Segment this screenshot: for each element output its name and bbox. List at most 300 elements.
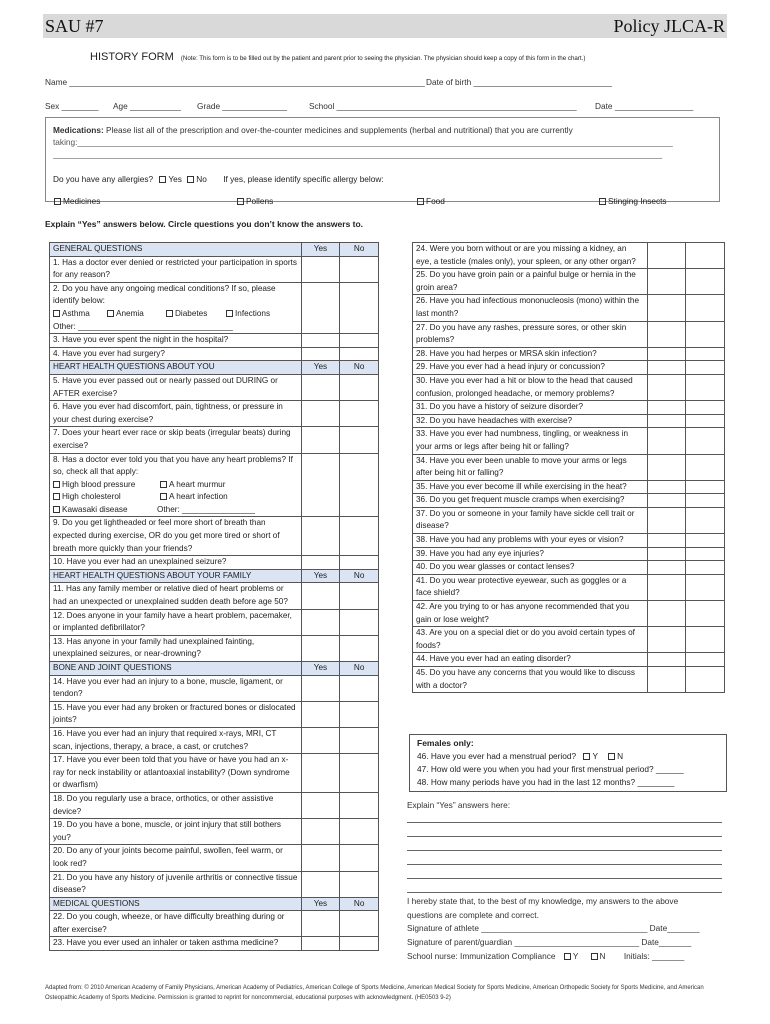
section-general — [50, 243, 379, 257]
grade-field[interactable]: Grade ______________ — [197, 101, 287, 111]
checkbox-icon[interactable] — [599, 198, 606, 205]
question-row — [50, 727, 379, 753]
question-48[interactable]: 48. How many periods have you had in the last 12 months? ________ — [417, 777, 675, 787]
explain-heading: Explain “Yes” answers below. Circle questions you don’t know the answers to. — [45, 219, 364, 229]
section-heart — [50, 361, 379, 375]
answer-line[interactable] — [407, 822, 722, 823]
question-17: 17. Have you ever been told that you have or have you had an x-ray for neck instability or atlantoaxial instability? (Down syndrome or dwarfism) — [50, 754, 302, 793]
question-13: 13. Has anyone in your family had unexplained fainting, unexplained seizures, or near-drowning? — [50, 635, 302, 661]
option-label: High cholesterol — [62, 492, 121, 502]
checkbox-icon[interactable] — [160, 493, 167, 500]
question-39: 39. Have you had any eye injuries? — [413, 547, 648, 561]
question-row — [413, 454, 725, 480]
question-row — [50, 792, 379, 818]
question-row — [50, 635, 379, 661]
question-9: 9. Do you get lightheaded or feel more short of breath than expected during exercise, OR do you get more tired or short of breath more quickly than your friends? — [50, 517, 302, 556]
allergy-option-food[interactable] — [417, 196, 445, 206]
condition-anemia[interactable] — [107, 308, 166, 321]
yes-header: Yes — [301, 662, 340, 676]
statement-line-2: questions are complete and correct. — [407, 910, 539, 920]
no-cell[interactable] — [340, 701, 379, 727]
question-38: 38. Have you had any problems with your eyes or vision? — [413, 534, 648, 548]
no-header: No — [340, 897, 379, 911]
question-row — [50, 937, 379, 951]
question-row — [50, 609, 379, 635]
form-title-main: HISTORY FORM — [90, 51, 174, 63]
yes-cell[interactable] — [647, 494, 686, 508]
no-cell[interactable] — [686, 361, 725, 375]
allergy-option-pollens[interactable] — [237, 196, 273, 206]
question-37: 37. Do you or someone in your family have sickle cell trait or disease? — [413, 507, 648, 533]
yes-cell[interactable] — [301, 871, 340, 897]
answer-line[interactable] — [407, 892, 722, 893]
question-row — [413, 269, 725, 295]
allergy-option-medicines[interactable] — [54, 196, 100, 206]
checkbox-icon[interactable] — [53, 506, 60, 513]
answer-line[interactable] — [407, 850, 722, 851]
question-row — [50, 427, 379, 453]
yes-cell[interactable] — [647, 321, 686, 347]
yes-cell[interactable] — [301, 282, 340, 333]
condition-diabetes[interactable] — [166, 308, 226, 321]
dob-field[interactable]: Date of birth ______________________________ — [426, 77, 612, 87]
question-row — [50, 556, 379, 570]
sex-field[interactable]: Sex ________ — [45, 101, 99, 111]
yes-header: Yes — [301, 361, 340, 375]
question-row — [413, 243, 725, 269]
no-cell[interactable] — [686, 374, 725, 400]
allergy-no-checkbox[interactable] — [187, 176, 194, 183]
medications-label: Medications: — [53, 125, 104, 135]
no-cell[interactable] — [340, 845, 379, 871]
question-row — [413, 480, 725, 494]
school-nurse-row — [407, 951, 684, 961]
yes-cell[interactable] — [301, 911, 340, 937]
no-cell[interactable] — [686, 601, 725, 627]
no-cell[interactable] — [686, 667, 725, 693]
answer-line[interactable] — [407, 878, 722, 879]
yes-cell[interactable] — [301, 256, 340, 282]
no-cell[interactable] — [686, 401, 725, 415]
question-5: 5. Have you ever passed out or nearly passed out DURING or AFTER exercise? — [50, 374, 302, 400]
question-8-text: 8. Has a doctor ever told you that you have any heart problems? If so, check all that apply: — [53, 454, 293, 477]
question-23: 23. Have you ever used an inhaler or taken asthma medicine? — [50, 937, 302, 951]
allergy-option-label: Medicines — [63, 196, 101, 206]
question-28: 28. Have you had herpes or MRSA skin infection? — [413, 347, 648, 361]
yes-cell[interactable] — [647, 428, 686, 454]
question-21: 21. Do you have any history of juvenile arthritis or connective tissue disease? — [50, 871, 302, 897]
no-cell[interactable] — [340, 635, 379, 661]
question-row — [413, 574, 725, 600]
no-cell[interactable] — [686, 321, 725, 347]
question-36: 36. Do you get frequent muscle cramps when exercising? — [413, 494, 648, 508]
section-title: BONE AND JOINT QUESTIONS — [50, 662, 302, 676]
checkbox-icon[interactable] — [107, 310, 114, 317]
yes-cell[interactable] — [301, 727, 340, 753]
section-medical — [50, 897, 379, 911]
question-row — [50, 911, 379, 937]
yes-cell[interactable] — [301, 819, 340, 845]
answer-line[interactable] — [407, 864, 722, 865]
no-cell[interactable] — [686, 534, 725, 548]
question-row — [50, 583, 379, 609]
question-1: 1. Has a doctor ever denied or restricted your participation in sports for any reason? — [50, 256, 302, 282]
date-field[interactable]: Date _________________ — [595, 101, 694, 111]
yes-cell[interactable] — [647, 269, 686, 295]
no-cell[interactable] — [340, 556, 379, 570]
no-cell[interactable] — [686, 480, 725, 494]
question-47[interactable]: 47. How old were you when you had your first menstrual period? ______ — [417, 764, 684, 774]
section-bone — [50, 662, 379, 676]
checkbox-icon[interactable] — [53, 481, 60, 488]
allergy-option-label: Pollens — [246, 196, 274, 206]
question-row — [413, 507, 725, 533]
parent-signature-field[interactable]: Signature of parent/guardian ___________________________ Date_______ — [407, 937, 692, 947]
answer-line[interactable] — [407, 836, 722, 837]
question-41: 41. Do you wear protective eyewear, such as goggles or a face shield? — [413, 574, 648, 600]
medications-box — [45, 117, 720, 206]
explain-answers-label: Explain “Yes” answers here: — [407, 800, 510, 810]
checkbox-icon[interactable] — [53, 310, 60, 317]
yes-cell[interactable] — [301, 635, 340, 661]
immunization-no-label: N — [599, 951, 606, 961]
no-cell[interactable] — [340, 334, 379, 348]
yes-cell[interactable] — [301, 792, 340, 818]
yes-cell[interactable] — [647, 653, 686, 667]
no-cell[interactable] — [340, 911, 379, 937]
checkbox-icon[interactable] — [160, 481, 167, 488]
q46-yes-label: Y — [592, 751, 598, 761]
no-cell[interactable] — [340, 256, 379, 282]
yes-cell[interactable] — [647, 243, 686, 269]
heart-option-kawasaki[interactable] — [53, 504, 157, 517]
question-40: 40. Do you wear glasses or contact lenses? — [413, 561, 648, 575]
no-cell[interactable] — [686, 454, 725, 480]
yes-cell[interactable] — [301, 401, 340, 427]
question-4: 4. Have you ever had surgery? — [50, 347, 302, 361]
yes-cell[interactable] — [301, 845, 340, 871]
question-2-text: 2. Do you have any ongoing medical conditions? If so, please identify below: — [53, 283, 276, 306]
athlete-signature-field[interactable]: Signature of athlete ____________________________________ Date_______ — [407, 923, 700, 933]
header-sau: SAU #7 — [45, 16, 104, 36]
option-label: Kawasaki disease — [62, 504, 128, 514]
questions-table-left — [49, 242, 379, 951]
no-cell[interactable] — [340, 453, 379, 517]
question-row — [50, 453, 379, 517]
no-cell[interactable] — [340, 675, 379, 701]
question-row — [413, 494, 725, 508]
yes-cell[interactable] — [301, 334, 340, 348]
no-cell[interactable] — [686, 428, 725, 454]
no-cell[interactable] — [340, 937, 379, 951]
question-46 — [417, 751, 623, 761]
question-42: 42. Are you trying to or has anyone recommended that you gain or lose weight? — [413, 601, 648, 627]
question-row — [50, 517, 379, 556]
no-cell[interactable] — [686, 414, 725, 428]
question-19: 19. Do you have a bone, muscle, or joint injury that still bothers you? — [50, 819, 302, 845]
yes-cell[interactable] — [647, 507, 686, 533]
question-18: 18. Do you regularly use a brace, orthotics, or other assistive device? — [50, 792, 302, 818]
school-nurse-label: School nurse: Immunization Compliance — [407, 951, 556, 961]
section-title: MEDICAL QUESTIONS — [50, 897, 302, 911]
yes-cell[interactable] — [647, 361, 686, 375]
no-cell[interactable] — [686, 653, 725, 667]
question-row — [50, 675, 379, 701]
q46-yes-checkbox[interactable] — [583, 753, 590, 760]
question-7: 7. Does your heart ever race or skip beats (irregular beats) during exercise? — [50, 427, 302, 453]
yes-cell[interactable] — [647, 374, 686, 400]
checkbox-icon[interactable] — [166, 310, 173, 317]
q46-no-checkbox[interactable] — [608, 753, 615, 760]
no-cell[interactable] — [340, 427, 379, 453]
question-row — [50, 347, 379, 361]
question-row — [413, 428, 725, 454]
question-row — [413, 321, 725, 347]
question-row — [50, 701, 379, 727]
females-only-box — [409, 734, 727, 792]
header-bar — [43, 14, 727, 38]
statement-line-1: I hereby state that, to the best of my knowledge, my answers to the above — [407, 896, 679, 906]
question-22: 22. Do you cough, wheeze, or have difficulty breathing during or after exercise? — [50, 911, 302, 937]
condition-asthma[interactable] — [53, 308, 107, 321]
no-header: No — [340, 662, 379, 676]
yes-header: Yes — [301, 569, 340, 583]
question-15: 15. Have you ever had any broken or fractured bones or dislocated joints? — [50, 701, 302, 727]
allergy-question-text: Do you have any allergies? — [53, 174, 154, 184]
no-cell[interactable] — [340, 347, 379, 361]
yes-header: Yes — [301, 243, 340, 257]
no-cell[interactable] — [340, 727, 379, 753]
option-label: Anemia — [116, 308, 144, 318]
medications-text — [53, 124, 713, 160]
no-cell[interactable] — [686, 627, 725, 653]
immunization-no-checkbox[interactable] — [591, 953, 598, 960]
question-row — [413, 401, 725, 415]
option-label: Asthma — [62, 308, 90, 318]
allergy-option-stinging-insects[interactable] — [599, 196, 667, 206]
yes-cell[interactable] — [647, 534, 686, 548]
allergy-question — [53, 174, 384, 184]
no-cell[interactable] — [686, 547, 725, 561]
question-row — [413, 667, 725, 693]
immunization-yes-label: Y — [572, 951, 579, 961]
heart-options-row-3 — [53, 504, 298, 517]
no-cell[interactable] — [340, 754, 379, 793]
question-row — [50, 374, 379, 400]
immunization-yes-checkbox[interactable] — [564, 953, 571, 960]
questions-table-right — [412, 242, 725, 693]
yes-cell[interactable] — [301, 609, 340, 635]
question-row — [50, 401, 379, 427]
no-cell[interactable] — [340, 401, 379, 427]
age-field[interactable]: Age ___________ — [113, 101, 181, 111]
allergy-yes-label: Yes — [168, 174, 182, 184]
yes-cell[interactable] — [301, 453, 340, 517]
medications-instructions: Please list all of the prescription and over-the-counter medicines and supplements (herbal and nutritional) that you are currently — [106, 125, 573, 135]
heart-other-field[interactable]: Other: ________________ — [157, 504, 255, 514]
question-row — [413, 547, 725, 561]
question-row — [50, 819, 379, 845]
yes-cell[interactable] — [301, 347, 340, 361]
medications-second-line[interactable]: ____________________________________________________________________________________________________________________________________ — [53, 149, 663, 159]
question-8 — [50, 453, 302, 517]
option-label: A heart infection — [169, 492, 228, 502]
no-cell[interactable] — [686, 295, 725, 321]
no-cell[interactable] — [686, 494, 725, 508]
question-row — [413, 534, 725, 548]
no-cell[interactable] — [340, 374, 379, 400]
question-row — [50, 871, 379, 897]
heart-option-cholesterol[interactable] — [53, 491, 160, 504]
yes-cell[interactable] — [647, 627, 686, 653]
heart-option-high-bp[interactable] — [53, 479, 160, 492]
females-only-title: Females only: — [417, 738, 474, 748]
question-2 — [50, 282, 302, 333]
question-43: 43. Are you on a special diet or do you avoid certain types of foods? — [413, 627, 648, 653]
yes-cell[interactable] — [301, 701, 340, 727]
question-3: 3. Have you ever spent the night in the hospital? — [50, 334, 302, 348]
q46-no-label: N — [617, 751, 624, 761]
question-24: 24. Were you born without or are you missing a kidney, an eye, a testicle (males only), your spleen, or any other organ? — [413, 243, 648, 269]
no-cell[interactable] — [686, 347, 725, 361]
question-16: 16. Have you ever had an injury that required x-rays, MRI, CT scan, injections, therapy, a brace, a cast, or crutches? — [50, 727, 302, 753]
allergy-option-label: Stinging Insects — [608, 196, 667, 206]
school-field[interactable]: School ____________________________________________________ — [309, 101, 577, 111]
question-row — [413, 374, 725, 400]
yes-cell[interactable] — [647, 295, 686, 321]
yes-cell[interactable] — [647, 454, 686, 480]
question-31: 31. Do you have a history of seizure disorder? — [413, 401, 648, 415]
yes-cell[interactable] — [301, 556, 340, 570]
section-family — [50, 569, 379, 583]
checkbox-icon[interactable] — [417, 198, 424, 205]
question-33: 33. Have you ever had numbness, tingling, or weakness in your arms or legs after being hit or falling? — [413, 428, 648, 454]
no-header: No — [340, 569, 379, 583]
question-32: 32. Do you have headaches with exercise? — [413, 414, 648, 428]
question-row — [413, 653, 725, 667]
yes-cell[interactable] — [301, 937, 340, 951]
checkbox-icon[interactable] — [54, 198, 61, 205]
option-label: A heart murmur — [169, 479, 226, 489]
yes-cell[interactable] — [647, 547, 686, 561]
option-label: High blood pressure — [62, 479, 136, 489]
yes-cell[interactable] — [647, 347, 686, 361]
yes-cell[interactable] — [647, 601, 686, 627]
option-label: Infections — [235, 308, 271, 318]
question-row — [413, 347, 725, 361]
form-title — [90, 51, 585, 63]
question-row — [50, 334, 379, 348]
no-cell[interactable] — [686, 574, 725, 600]
question-row — [50, 256, 379, 282]
yes-cell[interactable] — [647, 480, 686, 494]
yes-cell[interactable] — [301, 583, 340, 609]
yes-cell[interactable] — [647, 401, 686, 415]
yes-cell[interactable] — [301, 754, 340, 793]
heart-option-infection[interactable] — [160, 491, 228, 504]
checkbox-icon[interactable] — [237, 198, 244, 205]
question-row — [413, 627, 725, 653]
conditions-options — [53, 308, 298, 321]
conditions-other-field[interactable]: Other: __________________________________ — [53, 321, 233, 331]
no-cell[interactable] — [340, 871, 379, 897]
no-cell[interactable] — [340, 517, 379, 556]
allergy-no-label: No — [196, 174, 207, 184]
question-44: 44. Have you ever had an eating disorder? — [413, 653, 648, 667]
allergy-specify-text: If yes, please identify specific allergy below: — [223, 174, 384, 184]
question-46-text: 46. Have you ever had a menstrual period? — [417, 751, 577, 761]
yes-cell[interactable] — [301, 675, 340, 701]
no-cell[interactable] — [340, 609, 379, 635]
no-header: No — [340, 243, 379, 257]
yes-cell[interactable] — [647, 574, 686, 600]
name-field[interactable]: Name _____________________________________________________________________________ — [45, 77, 425, 87]
question-row — [413, 561, 725, 575]
no-cell[interactable] — [686, 243, 725, 269]
heart-options-row-2 — [53, 491, 298, 504]
question-6: 6. Have you ever had discomfort, pain, tightness, or pressure in your chest during exercise? — [50, 401, 302, 427]
yes-cell[interactable] — [301, 427, 340, 453]
no-cell[interactable] — [340, 282, 379, 333]
no-cell[interactable] — [340, 792, 379, 818]
medications-taking-line[interactable]: taking:_________________________________________________________________________________________________________________________________ — [53, 137, 673, 147]
form-title-note: (Note: This form is to be filled out by the patient and parent prior to seeing the physician. The physician should keep a copy of this form in the chart.) — [180, 55, 586, 62]
no-cell[interactable] — [686, 507, 725, 533]
question-row — [50, 845, 379, 871]
option-label: Diabetes — [175, 308, 208, 318]
checkbox-icon[interactable] — [226, 310, 233, 317]
question-14: 14. Have you ever had an injury to a bone, muscle, ligament, or tendon? — [50, 675, 302, 701]
question-row — [413, 601, 725, 627]
no-cell[interactable] — [686, 269, 725, 295]
yes-cell[interactable] — [301, 517, 340, 556]
no-cell[interactable] — [340, 583, 379, 609]
question-25: 25. Do you have groin pain or a painful bulge or hernia in the groin area? — [413, 269, 648, 295]
no-cell[interactable] — [686, 561, 725, 575]
question-26: 26. Have you had infectious mononucleosis (mono) within the last month? — [413, 295, 648, 321]
question-12: 12. Does anyone in your family have a heart problem, pacemaker, or implanted defibrillator? — [50, 609, 302, 635]
question-row — [413, 414, 725, 428]
yes-cell[interactable] — [647, 667, 686, 693]
yes-cell[interactable] — [647, 414, 686, 428]
footer-credits: Adapted from: © 2010 American Academy of Family Physicians, American Academy of Pediatrics, American College of Sports Medicine, American Medical Society for Sports Medicine, American Orthopedic Society for Sports Medicine, and American Osteopathic Academy of Sports Medicine. Permission is granted to reprint for noncommercial, educational purposes with acknowledgment. (HE0503 9-2) — [45, 985, 704, 1001]
yes-cell[interactable] — [647, 561, 686, 575]
no-header: No — [340, 361, 379, 375]
yes-cell[interactable] — [301, 374, 340, 400]
section-title: HEART HEALTH QUESTIONS ABOUT YOUR FAMILY — [50, 569, 302, 583]
section-title: HEART HEALTH QUESTIONS ABOUT YOU — [50, 361, 302, 375]
question-30: 30. Have you ever had a hit or blow to the head that caused confusion, prolonged headache, or memory problems? — [413, 374, 648, 400]
yes-header: Yes — [301, 897, 340, 911]
question-row — [413, 295, 725, 321]
question-45: 45. Do you have any concerns that you would like to discuss with a doctor? — [413, 667, 648, 693]
checkbox-icon[interactable] — [53, 493, 60, 500]
question-row — [413, 361, 725, 375]
question-34: 34. Have you ever been unable to move your arms or legs after being hit or falling? — [413, 454, 648, 480]
question-29: 29. Have you ever had a head injury or concussion? — [413, 361, 648, 375]
question-27: 27. Do you have any rashes, pressure sores, or other skin problems? — [413, 321, 648, 347]
heart-options-row-1 — [53, 479, 298, 492]
no-cell[interactable] — [340, 819, 379, 845]
question-20: 20. Do any of your joints become painful, swollen, feel warm, or look red? — [50, 845, 302, 871]
question-35: 35. Have you ever become ill while exercising in the heat? — [413, 480, 648, 494]
allergy-yes-checkbox[interactable] — [159, 176, 166, 183]
heart-option-murmur[interactable] — [160, 479, 225, 492]
nurse-initials-field[interactable]: Initials: _______ — [623, 951, 685, 961]
condition-infections[interactable] — [226, 308, 270, 321]
question-row — [50, 754, 379, 793]
allergy-option-label: Food — [426, 196, 445, 206]
